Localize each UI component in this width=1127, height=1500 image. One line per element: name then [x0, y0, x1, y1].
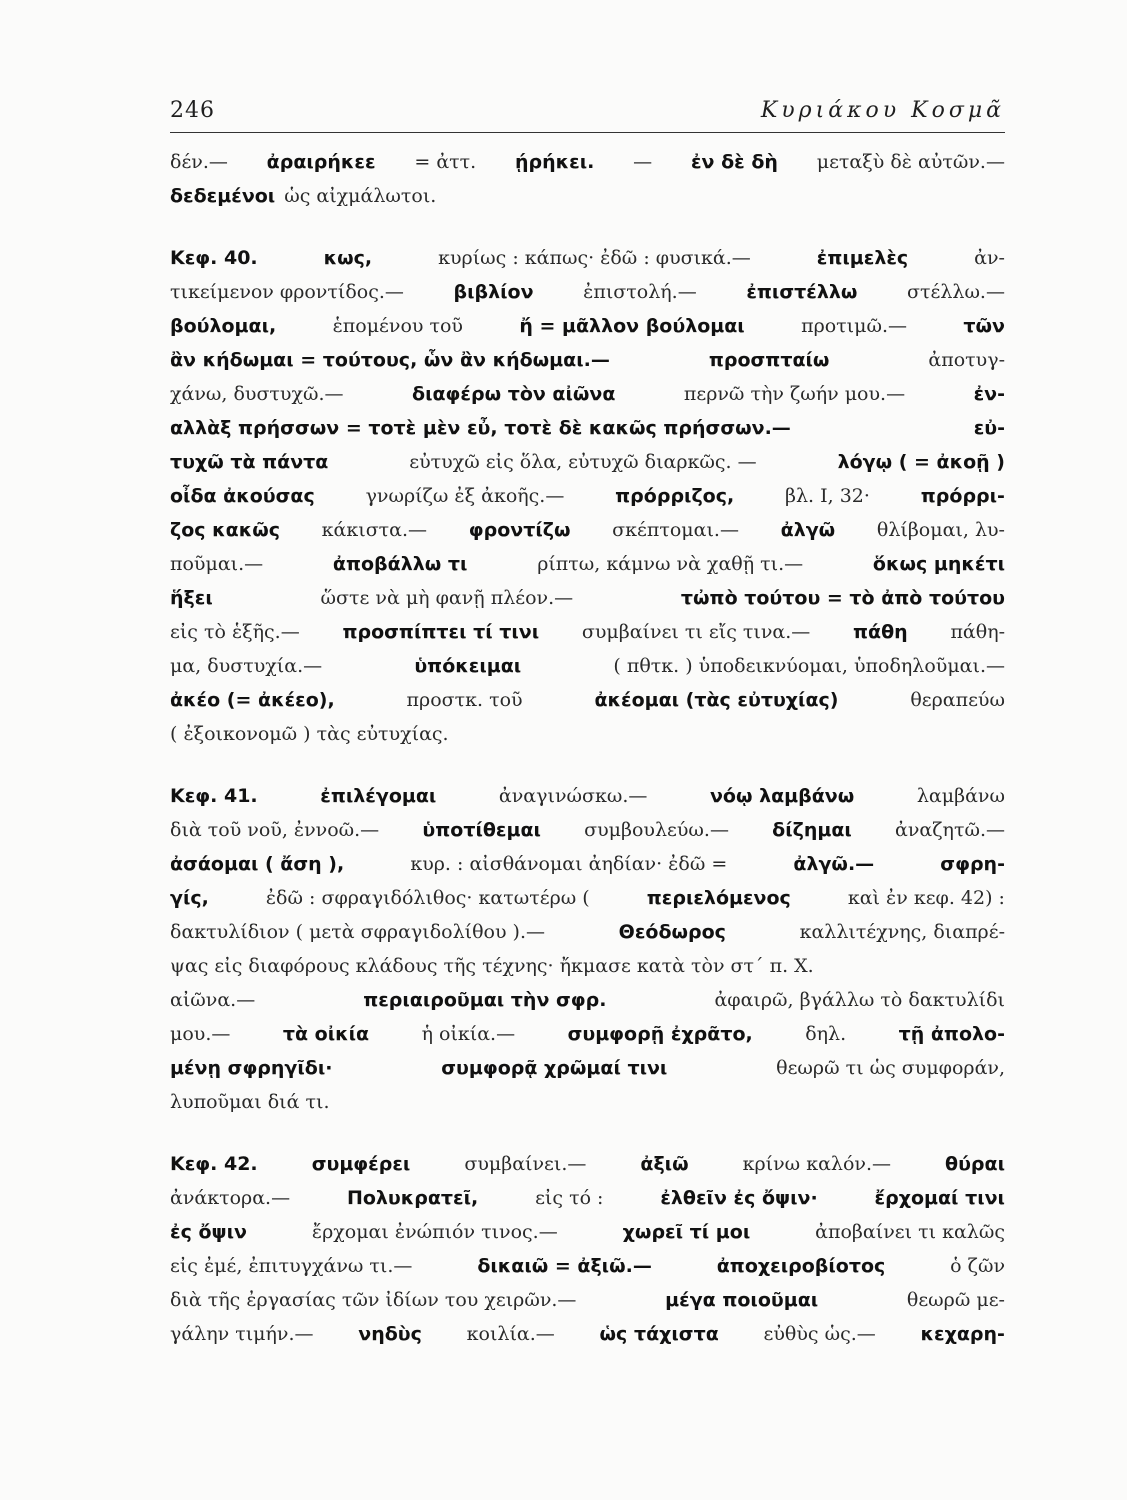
text-line: [170, 1181, 1005, 1215]
gloss-text: ἐπιστολή.—: [583, 281, 697, 303]
gloss-text: κοιλία.—: [466, 1323, 555, 1345]
lemma-term: ἂν κήδωμαι = τούτους, ὧν ἂν κήδωμαι.—: [170, 349, 610, 371]
lemma-term: ὅκως μηκέτι: [872, 553, 1005, 575]
gloss-text: ὥστε νὰ μὴ φανῇ πλέον.—: [320, 587, 574, 609]
lemma-term: ὑποτίθεμαι: [422, 819, 541, 841]
gloss-text: συμβαίνει τι εἴς τινα.—: [581, 621, 811, 643]
gloss-text: ἑπομένου τοῦ: [332, 315, 463, 337]
lemma-term: βούλομαι,: [170, 315, 277, 337]
lemma-term: οἶδα ἀκούσας: [170, 485, 315, 507]
gloss-text: θεωρῶ με-: [906, 1289, 1005, 1311]
gloss-text: βλ. I, 32·: [785, 485, 870, 507]
gloss-text: ἀνάκτορα.—: [170, 1187, 291, 1209]
lemma-term: πάθη: [853, 621, 908, 643]
lemma-term: πρόρριζος,: [615, 485, 735, 507]
text-line: [170, 343, 1005, 377]
gloss-text: καλλιτέχνης, διαπρέ-: [799, 921, 1005, 943]
gloss-text: διὰ τῆς ἐργασίας τῶν ἰδίων του χειρῶν.—: [170, 1289, 577, 1311]
lemma-term: ἐς ὄψιν: [170, 1221, 247, 1243]
lemma-term: ἐλθεῖν ἐς ὄψιν·: [660, 1187, 818, 1209]
text-line: [170, 275, 1005, 309]
gloss-text: αἰῶνα.—: [170, 989, 256, 1011]
text-line: [170, 649, 1005, 683]
lemma-term: Πολυκρατεῖ,: [346, 1187, 479, 1209]
lemma-term: λόγῳ ( = ἀκοῇ ): [837, 451, 1005, 473]
text-line: [170, 615, 1005, 649]
gloss-text: καὶ ἐν κεφ. 42) :: [847, 887, 1005, 909]
gloss-text: ἀναζητῶ.—: [895, 819, 1005, 841]
lemma-term: τῇ ἀπολο-: [898, 1023, 1005, 1045]
lemma-term: ἐπιμελὲς: [816, 247, 909, 269]
lemma-term: δίζημαι: [772, 819, 852, 841]
text-line: [170, 683, 1005, 717]
text-line: [170, 179, 1005, 213]
lemma-term: τὠπὸ τούτου = τὸ ἀπὸ τούτου: [680, 587, 1005, 609]
lemma-term: συμφέρει: [311, 1153, 411, 1175]
lemma-term: Κεφ. 40.: [170, 247, 258, 269]
gloss-text: ἡ οἰκία.—: [421, 1023, 516, 1045]
text-line: [170, 513, 1005, 547]
lemma-term: τυχῶ τὰ πάντα: [170, 451, 329, 473]
text-line: [170, 847, 1005, 881]
lemma-term: ἀποχειροβίοτος: [716, 1255, 886, 1277]
gloss-text: ἐδῶ : σφραγιδόλιθος· κατωτέρω (: [265, 887, 590, 909]
gloss-text: πάθη-: [950, 621, 1005, 643]
lemma-term: διαφέρω τὸν αἰῶνα: [412, 383, 616, 405]
lemma-term: ἀλγῶ: [780, 519, 836, 541]
header-rule: [170, 132, 1005, 133]
text-line: [170, 547, 1005, 581]
gloss-text: συμβουλεύω.—: [584, 819, 729, 841]
gloss-text: στέλλω.—: [907, 281, 1005, 303]
gloss-text: ἀναγινώσκω.—: [498, 785, 648, 807]
gloss-text: —: [633, 151, 653, 173]
lemma-term: Κεφ. 41.: [170, 785, 258, 807]
lemma-term: ἐν δὲ δὴ: [690, 151, 778, 173]
lemma-term: ἀλγῶ.—: [793, 853, 875, 875]
lemma-term: κεχαρη-: [920, 1323, 1005, 1345]
paragraph-p4: [170, 1147, 1005, 1351]
lemma-term: ἥξει: [170, 587, 213, 609]
text-line: [170, 813, 1005, 847]
gloss-text: γνωρίζω ἐξ ἀκοῆς.—: [365, 485, 565, 507]
gloss-text: ἔρχομαι ἐνώπιόν τινος.—: [311, 1221, 558, 1243]
lemma-term: δικαιῶ = ἀξιῶ.—: [477, 1255, 652, 1277]
gloss-text: προστκ. τοῦ: [406, 689, 523, 711]
lemma-term: ὑπόκειμαι: [414, 655, 522, 677]
text-line: [170, 309, 1005, 343]
text-line: [170, 1017, 1005, 1051]
lemma-term: προσπταίω: [708, 349, 830, 371]
text-line: [170, 241, 1005, 275]
gloss-text: εἰς τὸ ἑξῆς.—: [170, 621, 300, 643]
gloss-text: ψας εἰς διαφόρους κλάδους τῆς τέχνης· ἤκμασε κατὰ τὸν στ΄ π. Χ.: [170, 955, 814, 977]
text-line: [170, 1317, 1005, 1351]
lemma-term: αλλὰξ πρήσσων = τοτὲ μὲν εὖ, τοτὲ δὲ κακῶς πρήσσων.—: [170, 417, 791, 439]
gloss-text: μου.—: [170, 1023, 231, 1045]
gloss-text: ὁ ζῶν: [950, 1255, 1005, 1277]
lemma-term: ὡς τάχιστα: [599, 1323, 719, 1345]
text-line: [170, 915, 1005, 949]
gloss-text: εἰς τό :: [535, 1187, 604, 1209]
gloss-text: δηλ.: [805, 1023, 847, 1045]
gloss-text: ( ἐξοικονομῶ ) τὰς εὐτυχίας.: [170, 723, 449, 745]
lemma-term: γίς,: [170, 887, 209, 909]
gloss-text: εὐτυχῶ εἰς ὅλα, εὐτυχῶ διαρκῶς. —: [409, 451, 757, 473]
text-line: [170, 445, 1005, 479]
lemma-term: ἀκέομαι (τὰς εὐτυχίας): [594, 689, 839, 711]
text-line: [170, 581, 1005, 615]
gloss-text: = ἀττ.: [414, 151, 477, 173]
lemma-term: περιαιροῦμαι τὴν σφρ.: [363, 989, 607, 1011]
text-line: [170, 983, 1005, 1017]
gloss-text: θεραπεύω: [910, 689, 1005, 711]
text-line: [170, 377, 1005, 411]
gloss-text: σκέπτομαι.—: [612, 519, 739, 541]
lemma-term: προσπίπτει τί τινι: [342, 621, 540, 643]
page-header: [170, 98, 1005, 134]
lemma-term: συμφορῇ ἐχρᾶτο,: [567, 1023, 753, 1045]
lemma-term: ἀκέο (= ἀκέεο),: [170, 689, 335, 711]
gloss-text: λυποῦμαι διά τι.: [170, 1091, 330, 1113]
paragraph-p3: [170, 779, 1005, 1119]
lemma-term: φροντίζω: [468, 519, 571, 541]
lemma-term: ἀποβάλλω τι: [332, 553, 468, 575]
gloss-text: γάλην τιμήν.—: [170, 1323, 314, 1345]
gloss-text: περνῶ τὴν ζωήν μου.—: [683, 383, 906, 405]
lemma-term: περιελόμενος: [646, 887, 791, 909]
gloss-text: δέν.—: [170, 151, 228, 173]
text-line: [170, 411, 1005, 445]
lemma-term: ἐπιλέγομαι: [320, 785, 437, 807]
lemma-term: εὐ-: [973, 417, 1005, 439]
lemma-term: ἀραιρήκεε: [266, 151, 376, 173]
text-line: [170, 1147, 1005, 1181]
text-line: [170, 1215, 1005, 1249]
gloss-text: συμβαίνει.—: [464, 1153, 587, 1175]
lemma-term: πρόρρι-: [920, 485, 1005, 507]
gloss-text: θλίβομαι, λυ-: [876, 519, 1005, 541]
lemma-term: βιβλίον: [453, 281, 534, 303]
gloss-text: κυρ. : αἰσθάνομαι ἀηδίαν· ἐδῶ =: [410, 853, 728, 875]
lemma-term: ἤ = μᾶλλον βούλομαι: [519, 315, 745, 337]
lemma-term: ἐπιστέλλω: [746, 281, 858, 303]
lemma-term: Θεόδωρος: [618, 921, 726, 943]
glossary-body: [170, 145, 1005, 1351]
gloss-text: διὰ τοῦ νοῦ, ἐννοῶ.—: [170, 819, 380, 841]
gloss-text: ἀποβαίνει τι καλῶς: [815, 1221, 1005, 1243]
text-line: [170, 145, 1005, 179]
lemma-term: ἔρχομαί τινι: [874, 1187, 1005, 1209]
gloss-text: χάνω, δυστυχῶ.—: [170, 383, 344, 405]
gloss-text: κυρίως : κάπως· ἐδῶ : φυσικά.—: [438, 247, 751, 269]
lemma-term: ἐν-: [973, 383, 1005, 405]
gloss-text: θεωρῶ τι ὡς συμφοράν,: [776, 1057, 1005, 1079]
lemma-term: δεδεμένοι: [170, 185, 276, 207]
lemma-term: Κεφ. 42.: [170, 1153, 258, 1175]
gloss-text: δακτυλίδιον ( μετὰ σφραγιδολίθου ).—: [170, 921, 546, 943]
text-line: [170, 1249, 1005, 1283]
lemma-term: ζος κακῶς: [170, 519, 280, 541]
gloss-text: ( πθτκ. ) ὑποδεικνύομαι, ὑποδηλοῦμαι.—: [613, 655, 1005, 677]
gloss-text: λαμβάνω: [916, 785, 1005, 807]
lemma-term: μέγα ποιοῦμαι: [665, 1289, 819, 1311]
lemma-term: τὰ οἰκία: [282, 1023, 370, 1045]
text-line: [170, 881, 1005, 915]
text-line: [170, 717, 1005, 751]
lemma-term: μένῃ σφρηγῖδι·: [170, 1057, 333, 1079]
text-line: [170, 779, 1005, 813]
paragraph-p1: [170, 145, 1005, 213]
gloss-text: τικείμενον φροντίδος.—: [170, 281, 404, 303]
gloss-text: ποῦμαι.—: [170, 553, 264, 575]
lemma-term: νηδὺς: [358, 1323, 422, 1345]
lemma-term: ἀσάομαι ( ἄση ),: [170, 853, 345, 875]
lemma-term: σφρη-: [940, 853, 1005, 875]
running-head: Κυριάκου Κοσμᾶ: [760, 98, 1005, 123]
text-line: [170, 949, 1005, 983]
gloss-text: εἰς ἐμέ, ἐπιτυγχάνω τι.—: [170, 1255, 413, 1277]
gloss-text: ὡς αἰχμάλωτοι.: [284, 185, 437, 207]
gloss-text: μα, δυστυχία.—: [170, 655, 323, 677]
gloss-text: μεταξὺ δὲ αὐτῶν.—: [816, 151, 1005, 173]
text-line: [170, 1085, 1005, 1119]
gloss-text: κρίνω καλόν.—: [742, 1153, 891, 1175]
lemma-term: θύραι: [945, 1153, 1005, 1175]
gloss-text: ρίπτω, κάμνω νὰ χαθῇ τι.—: [537, 553, 804, 575]
paragraph-p2: [170, 241, 1005, 751]
lemma-term: νόῳ λαμβάνω: [709, 785, 855, 807]
lemma-term: ῄρήκει.: [515, 151, 595, 173]
gloss-text: προτιμῶ.—: [801, 315, 908, 337]
gloss-text: ἀφαιρῶ, βγάλλω τὸ δακτυλίδι: [714, 989, 1005, 1011]
gloss-text: κάκιστα.—: [321, 519, 428, 541]
lemma-term: χωρεῖ τί μοι: [622, 1221, 751, 1243]
lemma-term: ἀξιῶ: [640, 1153, 689, 1175]
gloss-text: ἀποτυγ-: [928, 349, 1005, 371]
text-line: [170, 1283, 1005, 1317]
gloss-text: ἀν-: [974, 247, 1005, 269]
text-line: [170, 1051, 1005, 1085]
gloss-text: εὐθὺς ὡς.—: [763, 1323, 876, 1345]
lemma-term: τῶν: [963, 315, 1005, 337]
text-line: [170, 479, 1005, 513]
page-number: 246: [170, 98, 215, 123]
lemma-term: κως,: [323, 247, 373, 269]
lemma-term: συμφορᾷ χρῶμαί τινι: [441, 1057, 668, 1079]
